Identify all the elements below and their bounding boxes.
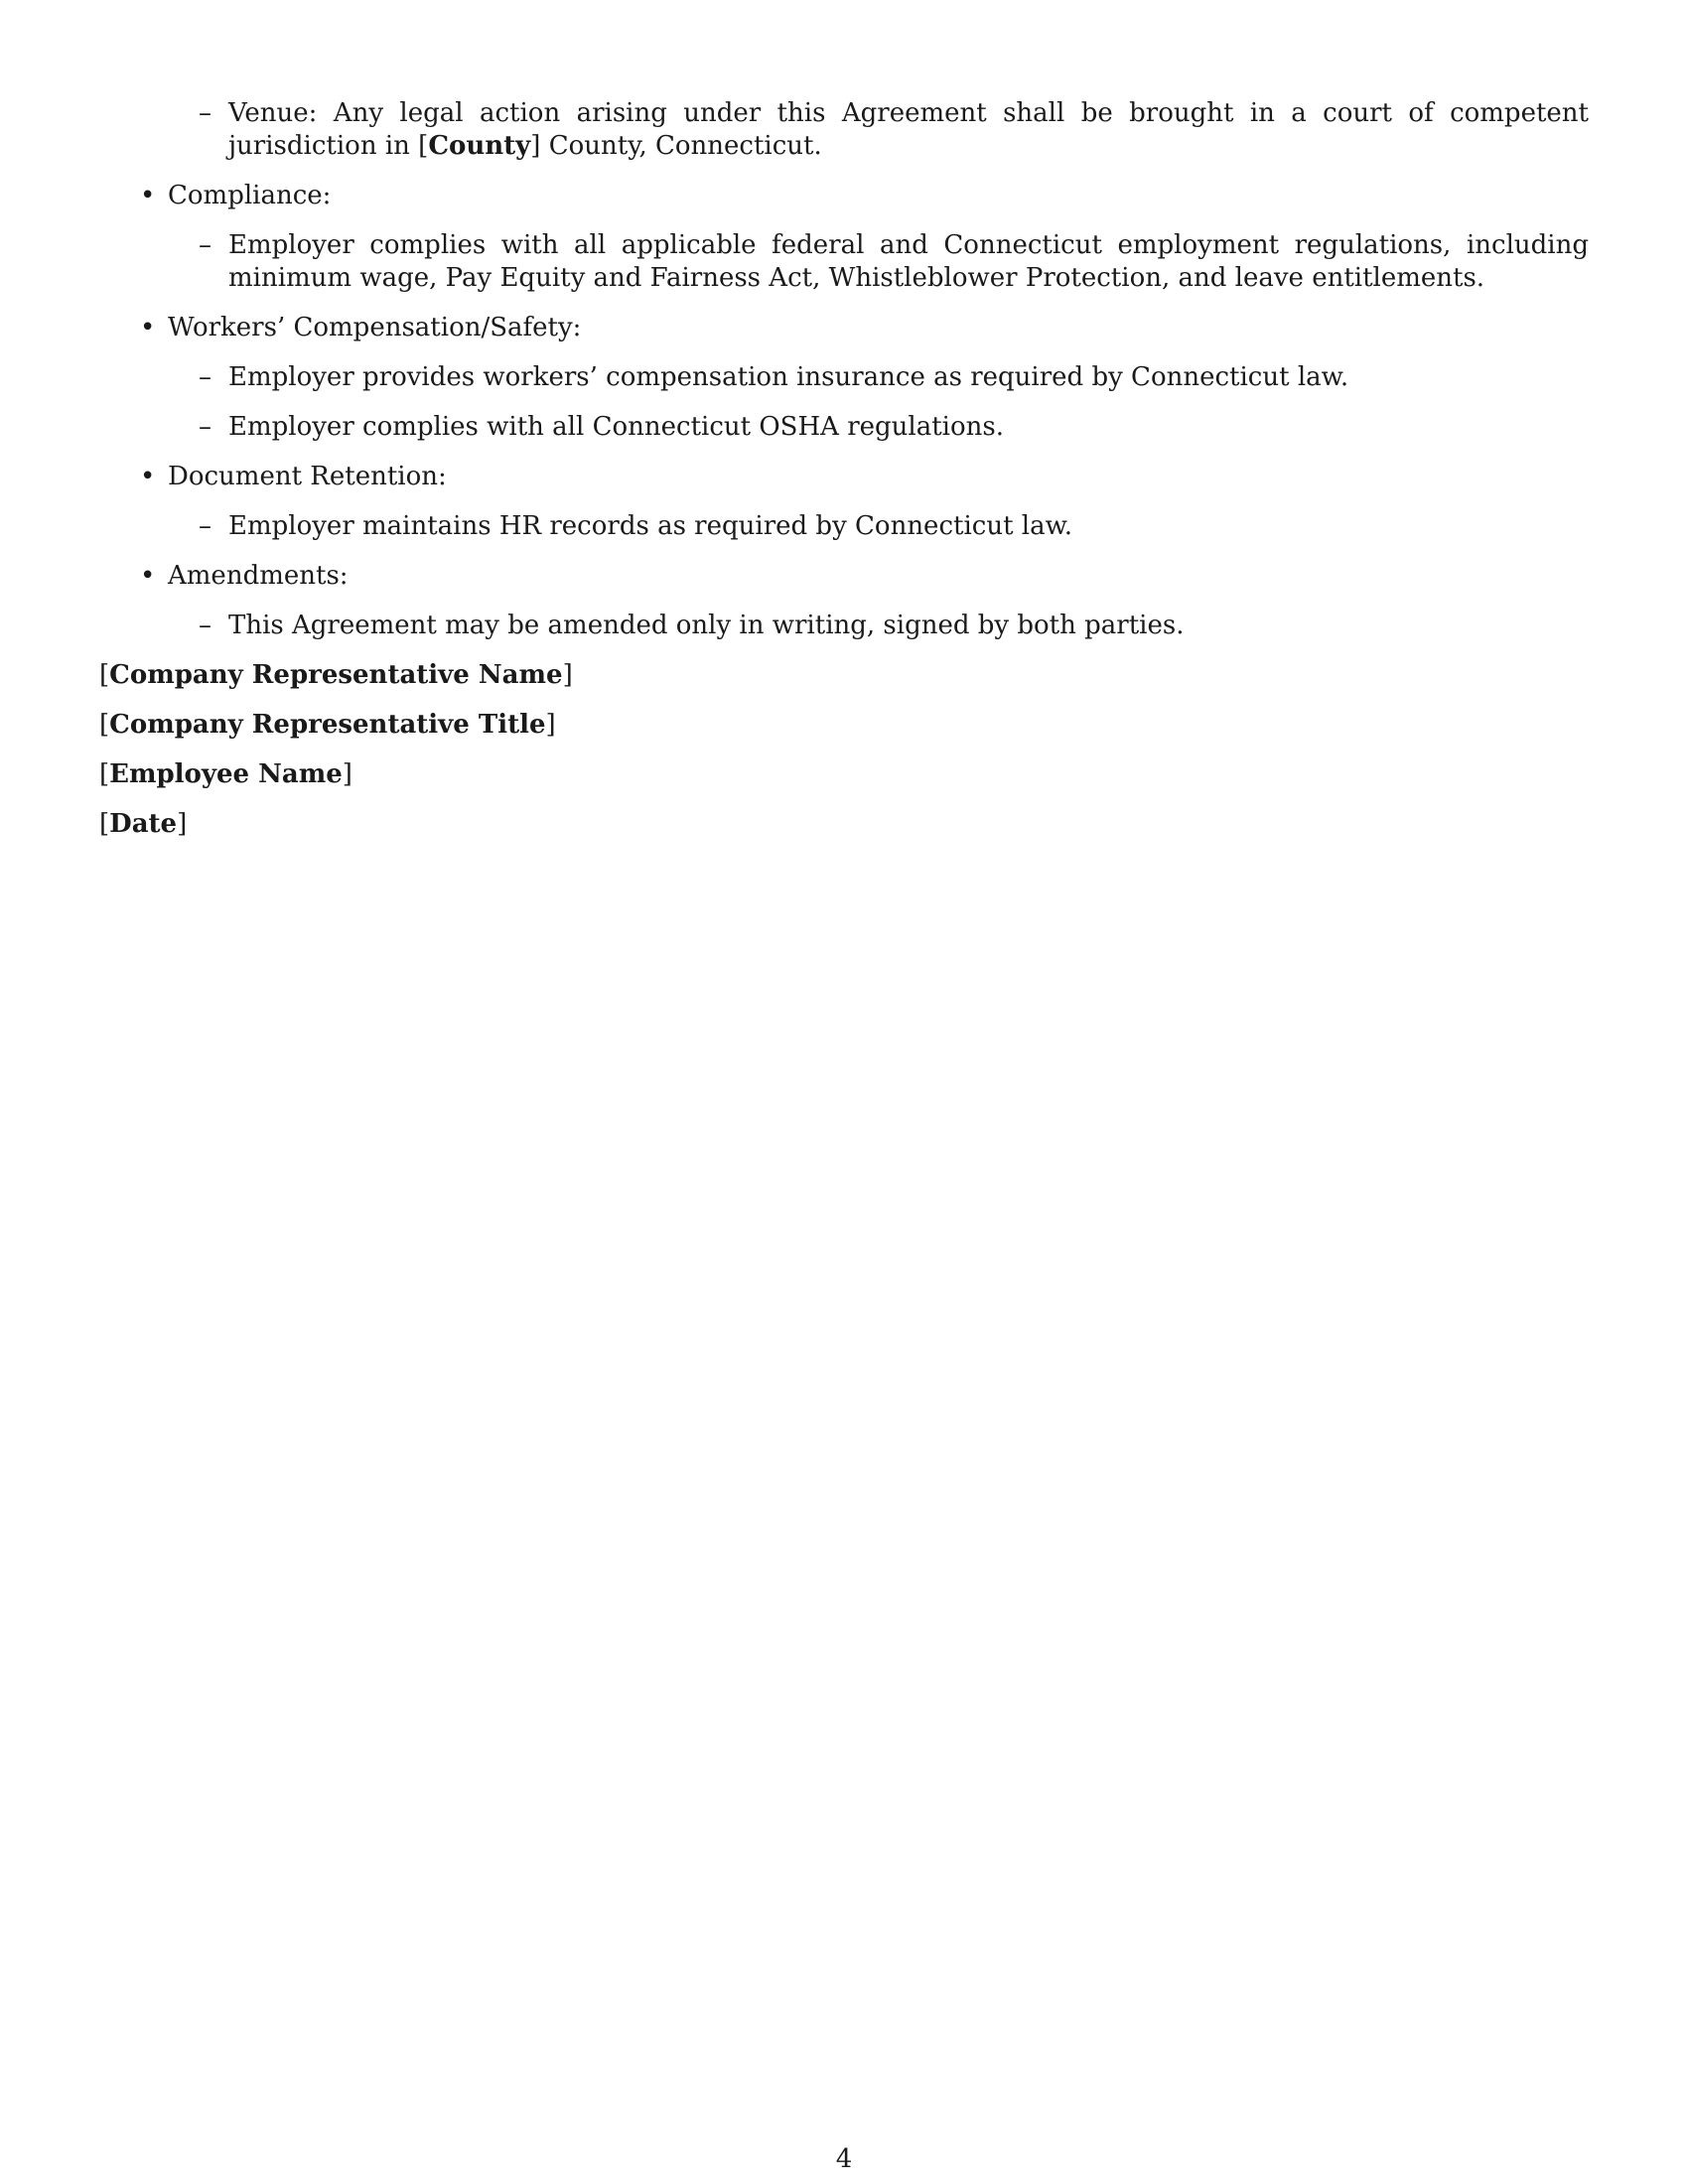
compliance-item-text: Employer complies with all applicable federal and Connecticut employment regulations, including minimum wage, Pay Equity and Fairness Act, Whistleblower Protection, and leave entitlements.	[228, 230, 1589, 293]
venue-text-after: County, Connecticut.	[540, 131, 822, 161]
compliance-item	[199, 229, 1589, 295]
company-rep-name-placeholder	[99, 659, 1589, 692]
bullet-marker: •	[140, 313, 156, 342]
employee-name-placeholder	[99, 758, 1589, 791]
close-bracket: ]	[342, 759, 352, 789]
workers-comp-label: Workers’ Compensation/Safety:	[168, 313, 582, 342]
compliance-heading	[140, 180, 1589, 212]
date-placeholder	[99, 808, 1589, 841]
document-retention-item	[199, 510, 1589, 543]
workers-comp-item-text: Employer provides workers’ compensation insurance as required by Connecticut law.	[228, 362, 1349, 392]
company-rep-title-text: Company Representative Title	[109, 710, 546, 740]
bullet-marker: •	[140, 561, 156, 591]
close-bracket: ]	[562, 660, 573, 690]
dash-marker: –	[199, 511, 211, 541]
document-retention-label: Document Retention:	[168, 462, 447, 491]
company-rep-name-text: Company Representative Name	[109, 660, 563, 690]
open-bracket: [	[99, 759, 110, 789]
compliance-label: Compliance:	[168, 181, 332, 210]
bullet-marker: •	[140, 181, 156, 210]
workers-comp-heading	[140, 312, 1589, 344]
dash-marker: –	[199, 611, 211, 640]
amendments-item	[199, 610, 1589, 642]
osha-item	[199, 411, 1589, 444]
document-retention-item-text: Employer maintains HR records as required by Connecticut law.	[228, 511, 1073, 541]
close-bracket: ]	[530, 131, 541, 161]
document-retention-heading	[140, 461, 1589, 493]
dash-marker: –	[199, 362, 211, 392]
amendments-item-text: This Agreement may be amended only in writing, signed by both parties.	[228, 611, 1185, 640]
venue-text-before: Venue: Any legal action arising under this Agreement shall be brought in a court of competent jurisdiction in	[228, 98, 1589, 161]
date-text: Date	[109, 809, 178, 839]
open-bracket: [	[99, 660, 110, 690]
dash-marker: –	[199, 412, 211, 442]
osha-item-text: Employer complies with all Connecticut OSHA regulations.	[228, 412, 1004, 442]
page-content	[99, 97, 1589, 858]
open-bracket: [	[418, 131, 429, 161]
close-bracket: ]	[545, 710, 556, 740]
bullet-marker: •	[140, 462, 156, 491]
amendments-label: Amendments:	[168, 561, 349, 591]
page-number: 4	[835, 2144, 853, 2174]
amendments-heading	[140, 560, 1589, 593]
workers-comp-item	[199, 361, 1589, 394]
county-placeholder: County	[428, 131, 531, 161]
employee-name-text: Employee Name	[109, 759, 343, 789]
close-bracket: ]	[177, 809, 188, 839]
open-bracket: [	[99, 710, 110, 740]
company-rep-title-placeholder	[99, 709, 1589, 742]
dash-marker: –	[199, 98, 211, 128]
open-bracket: [	[99, 809, 110, 839]
venue-item	[199, 97, 1589, 163]
dash-marker: –	[199, 230, 211, 260]
